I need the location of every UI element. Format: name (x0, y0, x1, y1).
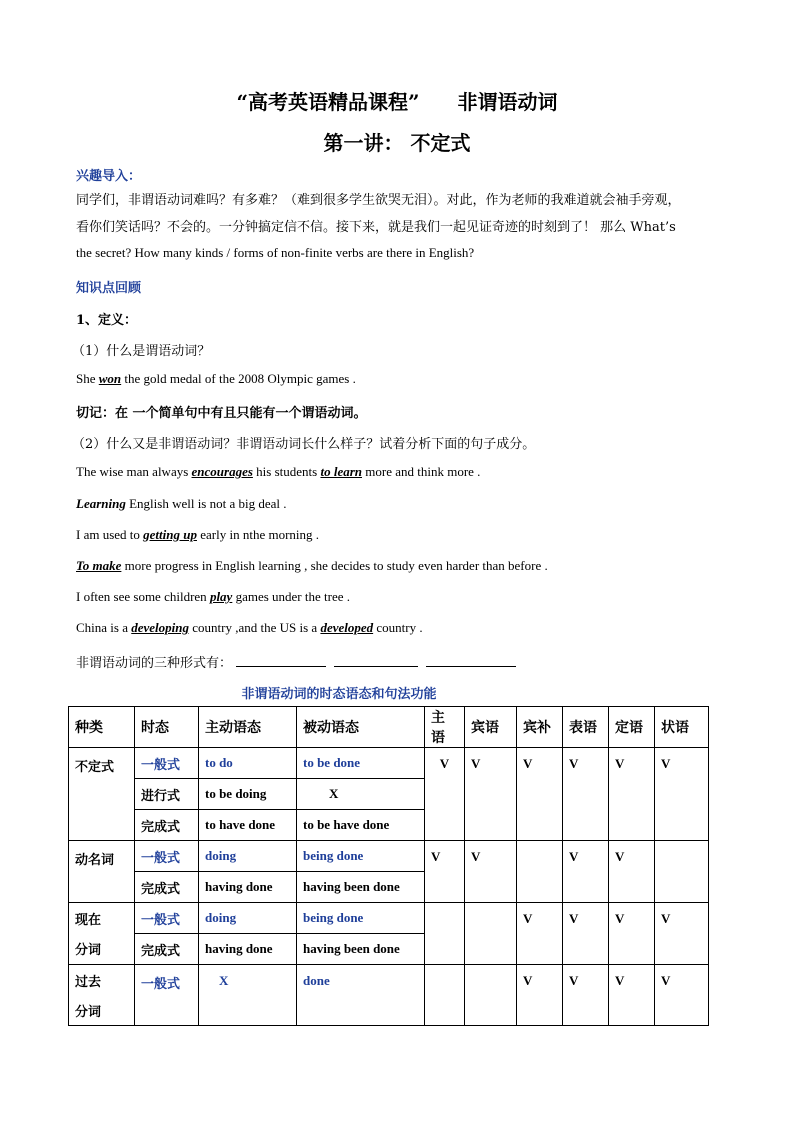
tense-cell: 完成式 (135, 810, 199, 841)
mark-cell: V (609, 841, 655, 903)
header-cell: 宾语 (465, 707, 517, 748)
tense-cell: 一般式 (135, 965, 199, 1026)
example-6 (76, 589, 350, 605)
mark-cell: V (563, 903, 609, 965)
non-finite-table (68, 706, 709, 1026)
header-cell: 定语 (609, 707, 655, 748)
kind-cell: 动名词 (69, 841, 135, 903)
example-text: more progress in English learning , she decides to study even harder than before . (121, 558, 548, 573)
example-1 (76, 371, 356, 387)
forms-prompt-label: 非谓语动词的三种形式有： (76, 656, 233, 671)
table-header-row (69, 707, 709, 748)
mark-cell: V (655, 748, 709, 841)
example-text: country . (373, 620, 423, 635)
active-cell: having done (199, 934, 297, 965)
mark-cell: V (425, 841, 465, 903)
mark-cell (517, 841, 563, 903)
question-1: （1）什么是谓语动词？ (72, 344, 211, 359)
intro-line-3: the secret? How many kinds / forms of non-finite verbs are there in English? (76, 245, 475, 260)
header-cell: 宾补 (517, 707, 563, 748)
remember-note: 切记：在 一个简单句中有且只能有一个谓语动词。 (76, 406, 367, 421)
answer-blank-2[interactable] (334, 655, 418, 667)
header-cell: 状语 (655, 707, 709, 748)
mark-cell: V (563, 841, 609, 903)
active-cell: to have done (199, 810, 297, 841)
example-text: China is a (76, 620, 132, 635)
example-7 (76, 620, 423, 636)
table-row (69, 748, 709, 779)
mark-cell (425, 903, 465, 965)
predicate-verb: won (98, 371, 122, 386)
header-cell: 主动语态 (199, 707, 297, 748)
active-cell: to do (199, 748, 297, 779)
passive-cell: X (297, 779, 425, 810)
active-cell: doing (199, 903, 297, 934)
kind-cell: 现在 (69, 903, 135, 934)
tense-cell: 一般式 (135, 748, 199, 779)
underlined-verb: encourages (191, 464, 253, 479)
tense-cell: 完成式 (135, 872, 199, 903)
underlined-verb: developed (320, 620, 374, 635)
example-text: The wise man always (76, 464, 192, 479)
example-text: his students (252, 464, 321, 479)
mark-cell: V (609, 903, 655, 965)
mark-cell: V (425, 748, 465, 841)
mark-cell: V (465, 841, 517, 903)
answer-blank-3[interactable] (426, 655, 516, 667)
kind-cell: 分词 (69, 995, 135, 1026)
mark-cell: V (609, 748, 655, 841)
title-topic: 非谓语动词 (457, 90, 558, 114)
mark-cell: V (517, 903, 563, 965)
tense-cell: 进行式 (135, 779, 199, 810)
mark-cell: V (655, 965, 709, 1026)
mark-cell: V (465, 748, 517, 841)
mark-cell: V (563, 748, 609, 841)
answer-blank-1[interactable] (236, 655, 326, 667)
example-text: She (76, 371, 99, 386)
kind-cell: 不定式 (69, 748, 135, 841)
example-2 (76, 464, 480, 480)
passive-cell: to be done (297, 748, 425, 779)
example-text: English well is not a big deal . (125, 496, 287, 511)
intro-heading: 兴趣导入： (76, 169, 142, 184)
example-text: games under the tree . (232, 589, 351, 604)
example-5 (76, 558, 548, 574)
kind-cell: 过去 (69, 965, 135, 996)
example-text: more and think more . (362, 464, 481, 479)
header-cell: 种类 (69, 707, 135, 748)
mark-cell (425, 965, 465, 1026)
header-cell: 表语 (563, 707, 609, 748)
underlined-verb: to learn (320, 464, 363, 479)
underlined-verb: developing (131, 620, 190, 635)
header-cell: 被动语态 (297, 707, 425, 748)
tense-cell: 一般式 (135, 903, 199, 934)
active-cell: doing (199, 841, 297, 872)
page-title (0, 86, 794, 115)
forms-prompt (76, 652, 516, 671)
question-2: （2）什么又是非谓语动词？非谓语动词长什么样子？试着分析下面的句子成分。 (72, 437, 536, 452)
page-subtitle: 第一讲： 不定式 (323, 131, 471, 155)
mark-cell: V (517, 965, 563, 1026)
passive-cell: being done (297, 903, 425, 934)
underlined-verb: getting up (143, 527, 197, 542)
table-row (69, 965, 709, 996)
active-cell: X (199, 965, 297, 1026)
underlined-verb: play (209, 589, 233, 604)
active-cell: having done (199, 872, 297, 903)
mark-cell (465, 965, 517, 1026)
header-cell: 主语 (425, 707, 465, 748)
tense-cell: 一般式 (135, 841, 199, 872)
example-3 (76, 496, 287, 512)
mark-cell: V (517, 748, 563, 841)
passive-cell: having been done (297, 934, 425, 965)
table-row (69, 841, 709, 872)
mark-cell (655, 841, 709, 903)
mark-cell: V (655, 903, 709, 965)
mark-cell: V (609, 965, 655, 1026)
passive-cell: being done (297, 841, 425, 872)
kind-cell: 分词 (69, 934, 135, 965)
example-4 (76, 527, 319, 543)
example-text: early in nthe morning . (196, 527, 320, 542)
example-text: country ,and the US is a (189, 620, 321, 635)
tense-cell: 完成式 (135, 934, 199, 965)
intro-line-1: 同学们，非谓语动词难吗？有多难？（难到很多学生欲哭无泪）。对此，作为老师的我难道就会袖手旁观， (76, 193, 681, 208)
passive-cell: having been done (297, 872, 425, 903)
example-text: I am used to (76, 527, 144, 542)
review-heading: 知识点回顾 (76, 281, 142, 296)
table-caption: 非谓语动词的时态语态和句法功能 (241, 687, 437, 702)
active-cell: to be doing (199, 779, 297, 810)
table-row (69, 903, 709, 934)
title-main: “高考英语精品课程” (236, 90, 420, 114)
passive-cell: to be have done (297, 810, 425, 841)
example-text: the gold medal of the 2008 Olympic games . (121, 371, 356, 386)
mark-cell (465, 903, 517, 965)
intro-line-2: 看你们笑话吗？不会的。一分钟搞定信不信。接下来，就是我们一起见证奇迹的时刻到了！ 那么 What’s (76, 220, 676, 235)
passive-cell: done (297, 965, 425, 1026)
underlined-verb: To make (76, 558, 122, 573)
header-cell: 时态 (135, 707, 199, 748)
underlined-verb: Learning (76, 496, 126, 511)
mark-cell: V (563, 965, 609, 1026)
definition-heading: 1、定义： (76, 313, 138, 328)
example-text: I often see some children (76, 589, 210, 604)
